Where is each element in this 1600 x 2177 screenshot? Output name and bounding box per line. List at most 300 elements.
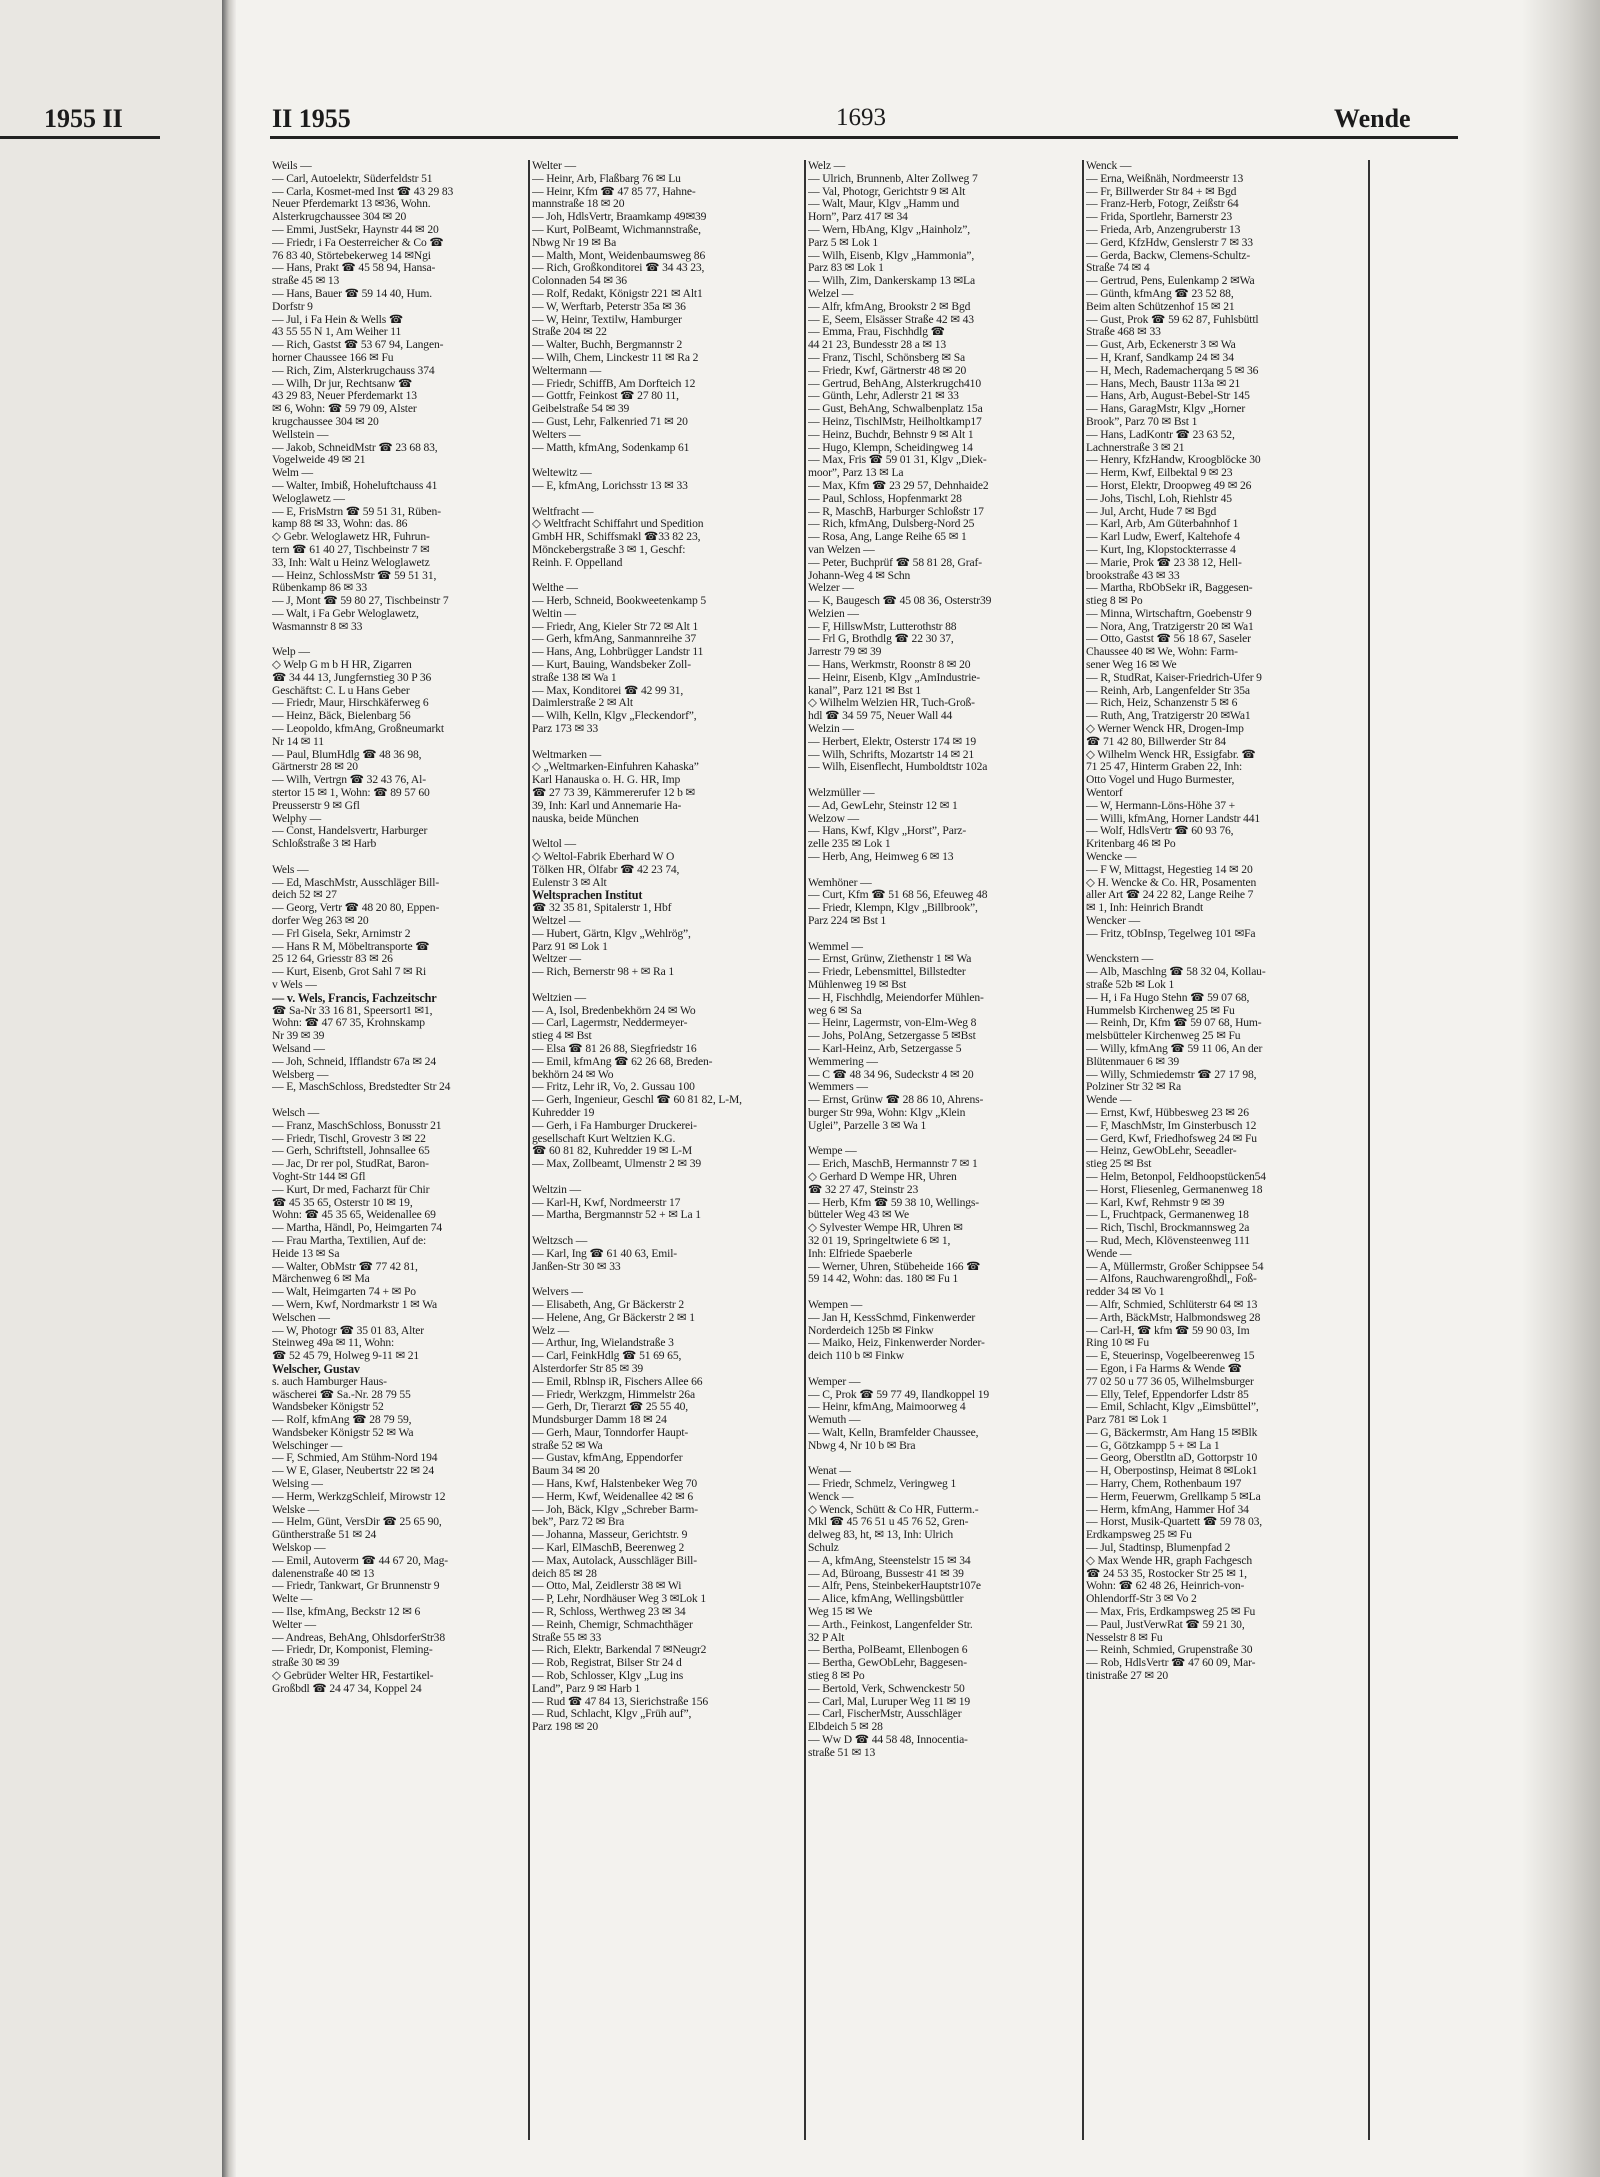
directory-entry-line: — Martha, Bergmannstr 52 + ✉ La 1 bbox=[532, 1209, 701, 1222]
directory-entry-line: Welphy — bbox=[272, 812, 322, 825]
directory-entry-line: Beim alten Schützenhof 15 ✉ 21 bbox=[1086, 300, 1235, 313]
directory-entry-line: Wohn: ☎ 47 67 35, Krohnskamp bbox=[272, 1017, 425, 1030]
directory-entry-line bbox=[532, 1273, 802, 1286]
directory-entry-line: Straße 55 ✉ 33 bbox=[532, 1631, 602, 1644]
directory-entry-line: dorfer Weg 263 ✉ 20 bbox=[272, 915, 369, 928]
directory-entry-line: — Friedr, Kwf, Gärtnerstr 48 ✉ 20 bbox=[808, 364, 967, 377]
directory-entry-line: 43 55 55 N 1, Am Weiher 11 bbox=[272, 326, 402, 339]
directory-entry-line: — Carl, FischerMstr, Ausschläger bbox=[808, 1708, 962, 1721]
directory-entry-line: Nbwg Nr 19 ✉ Ba bbox=[532, 236, 617, 249]
directory-entry-line: — Kurt, Ing, Klopstockterrasse 4 bbox=[1086, 543, 1236, 556]
directory-entry-line bbox=[532, 1171, 802, 1184]
directory-entry-line: ☎ 45 35 65, Osterstr 10 ✉ 19, bbox=[272, 1196, 413, 1209]
directory-entry-line: Vogelweide 49 ✉ 21 bbox=[272, 454, 366, 467]
directory-entry-line: — Paul, Schloss, Hopfenmarkt 28 bbox=[808, 492, 962, 505]
directory-entry-line: Blütenmauer 6 ✉ 39 bbox=[1086, 1055, 1179, 1068]
directory-entry-line: ◇ Wenck, Schütt & Co HR, Futterm.- bbox=[808, 1503, 979, 1516]
directory-entry-line: — Wilh, Eisenflecht, Humboldtstr 102a bbox=[808, 761, 988, 774]
directory-entry-line: Weg 15 ✉ We bbox=[808, 1606, 873, 1619]
directory-entry-line bbox=[532, 493, 802, 506]
directory-entry-line: Heide 13 ✉ Sa bbox=[272, 1247, 340, 1260]
directory-entry-line: — Gertrud, BehAng, Alsterkrugch410 bbox=[808, 377, 981, 390]
directory-entry-line: — Alfr, Schmied, Schlüterstr 64 ✉ 13 bbox=[1086, 1298, 1258, 1311]
directory-entry-line: — Gustav, kfmAng, Eppendorfer bbox=[532, 1452, 683, 1465]
directory-entry-line: ☎ 32 35 81, Spitalerstr 1, Hbf bbox=[532, 902, 672, 915]
directory-entry-line: Wemhöner — bbox=[808, 876, 872, 889]
directory-entry-line: Märchenweg 6 ✉ Ma bbox=[272, 1273, 370, 1286]
directory-entry-line: ☎ 52 45 79, Holweg 9-11 ✉ 21 bbox=[272, 1350, 420, 1363]
directory-entry-line: — Elly, Telef, Eppendorfer Ldstr 85 bbox=[1086, 1388, 1249, 1401]
directory-entry-line: — Joh, Bäck, Klgv „Schreber Barm- bbox=[532, 1503, 699, 1516]
directory-entry-line: Land”, Parz 9 ✉ Harb 1 bbox=[532, 1682, 641, 1695]
directory-entry-line: Welsberg — bbox=[272, 1068, 329, 1081]
directory-entry-line: — Willy, Schmiedemstr ☎ 27 17 98, bbox=[1086, 1068, 1257, 1081]
directory-entry-line: stieg 4 ✉ Bst bbox=[532, 1030, 592, 1043]
directory-entry-line: — Günth, Lehr, Adlerstr 21 ✉ 33 bbox=[808, 390, 959, 403]
directory-entry-line: — Rich, Tischl, Brockmannsweg 2a bbox=[1086, 1222, 1250, 1235]
directory-entry-line: — Friedr, Lebensmittel, Billstedter bbox=[808, 966, 966, 979]
directory-entry-line: — Jul, Stadtinsp, Blumenpfad 2 bbox=[1086, 1542, 1231, 1555]
directory-entry-line: Parz 83 ✉ Lok 1 bbox=[808, 262, 884, 275]
directory-entry-line: — Herm, Kwf, Weidenallee 42 ✉ 6 bbox=[532, 1490, 694, 1503]
directory-entry-line: — Ed, MaschMstr, Ausschläger Bill- bbox=[272, 876, 440, 889]
directory-entry-line: aller Art ☎ 24 22 82, Lange Reihe 7 bbox=[1086, 889, 1254, 902]
directory-entry-line: ◇ Weltol-Fabrik Eberhard W O bbox=[532, 851, 675, 864]
directory-entry-line: 44 21 23, Bundesstr 28 a ✉ 13 bbox=[808, 339, 947, 352]
directory-entry-line: krugchaussee 304 ✉ 20 bbox=[272, 415, 379, 428]
directory-entry-line: Welsand — bbox=[272, 1042, 325, 1055]
directory-entry-line: horner Chaussee 166 ✉ Fu bbox=[272, 351, 394, 364]
directory-entry-line: Großbdl ☎ 24 47 34, Koppel 24 bbox=[272, 1682, 422, 1695]
directory-entry-line: Welzow — bbox=[808, 812, 859, 825]
directory-entry-line bbox=[808, 1286, 1080, 1299]
directory-entry-line: — Wilh, Vertrgn ☎ 32 43 76, Al- bbox=[272, 774, 426, 787]
directory-entry-line: 77 02 50 u 77 36 05, Wilhelmsburger bbox=[1086, 1375, 1254, 1388]
directory-entry-line: — Herm, Kwf, Eilbektal 9 ✉ 23 bbox=[1086, 467, 1233, 480]
directory-entry-line: — Heinz, Bäck, Bielenbarg 56 bbox=[272, 710, 411, 723]
directory-entry-line: Welschinger — bbox=[272, 1439, 343, 1452]
directory-entry-line: — Carl, Mal, Luruper Weg 11 ✉ 19 bbox=[808, 1695, 971, 1708]
directory-entry-line: Geibelstraße 54 ✉ 39 bbox=[532, 403, 630, 416]
directory-entry-line: — Johs, Tischl, Loh, Riehlstr 45 bbox=[1086, 492, 1232, 505]
directory-entry-line: — Jakob, SchneidMstr ☎ 23 68 83, bbox=[272, 441, 438, 454]
directory-entry-line: — Friedr, Dr, Komponist, Fleming- bbox=[272, 1644, 433, 1657]
directory-entry-line: — Const, Handelsvertr, Harburger bbox=[272, 825, 428, 838]
directory-entry-line: gesellschaft Kurt Weltzien K.G. bbox=[532, 1132, 676, 1145]
directory-entry-line: — Frl Gisela, Sekr, Arnimstr 2 bbox=[272, 927, 411, 940]
column-divider bbox=[804, 160, 806, 2140]
directory-entry-line: — Herm, Feuerwm, Grellkamp 5 ✉La bbox=[1086, 1490, 1261, 1503]
directory-entry-line: — Gerh, kfmAng, Sanmannreihe 37 bbox=[532, 633, 697, 646]
directory-entry-line: Wempen — bbox=[808, 1298, 863, 1311]
directory-entry-line: Johann-Weg 4 ✉ Schn bbox=[808, 569, 911, 582]
directory-entry-line: — F, Schmied, Am Stühm-Nord 194 bbox=[272, 1452, 438, 1465]
directory-entry-line: — Gerd, KfzHdw, Genslerstr 7 ✉ 33 bbox=[1086, 236, 1253, 249]
directory-entry-line bbox=[272, 1094, 526, 1107]
directory-entry-line: Welz — bbox=[532, 1324, 570, 1337]
directory-entry-line: — Gerh, Maur, Tonndorfer Haupt- bbox=[532, 1426, 689, 1439]
directory-entry-line: Polziner Str 32 ✉ Ra bbox=[1086, 1081, 1181, 1094]
directory-entry-line: 43 29 83, Neuer Pferdemarkt 13 bbox=[272, 390, 417, 403]
directory-entry-line: — Ilse, kfmAng, Beckstr 12 ✉ 6 bbox=[272, 1606, 421, 1619]
directory-entry-line: Welschen — bbox=[272, 1311, 330, 1324]
directory-entry-line: Alsterdorfer Str 85 ✉ 39 bbox=[532, 1362, 644, 1375]
directory-entry-line: Welzer — bbox=[808, 582, 854, 595]
directory-entry-line: mannstraße 18 ✉ 20 bbox=[532, 198, 625, 211]
directory-entry-line: — Ulrich, Brunnenb, Alter Zollweg 7 bbox=[808, 172, 978, 185]
directory-entry-line: — Rud, Schlacht, Klgv „Früh auf”, bbox=[532, 1708, 692, 1721]
directory-entry-line: — Rich, Gastst ☎ 53 67 94, Langen- bbox=[272, 339, 444, 352]
directory-entry-line: — Wern, Kwf, Nordmarkstr 1 ✉ Wa bbox=[272, 1298, 438, 1311]
directory-entry-line: ☎ 71 42 80, Billwerder Str 84 bbox=[1086, 735, 1226, 748]
directory-entry-line: — Henry, KfzHandw, Kroogblöcke 30 bbox=[1086, 454, 1261, 467]
directory-entry-line: stieg 25 ✉ Bst bbox=[1086, 1158, 1152, 1171]
directory-entry-line: Steinweg 49a ✉ 11, Wohn: bbox=[272, 1337, 395, 1350]
directory-entry-line: — Wilh, Zim, Dankerskamp 13 ✉La bbox=[808, 275, 975, 288]
directory-entry-line: — Curt, Kfm ☎ 51 68 56, Efeuweg 48 bbox=[808, 889, 988, 902]
directory-entry-line: — Heinz, Buchdr, Behnstr 9 ✉ Alt 1 bbox=[808, 428, 974, 441]
directory-entry-line: Weltewitz — bbox=[532, 467, 592, 480]
directory-entry-line: Ring 10 ✉ Fu bbox=[1086, 1337, 1149, 1350]
directory-entry-line: Colonnaden 54 ✉ 36 bbox=[532, 275, 627, 288]
directory-entry-line bbox=[532, 825, 802, 838]
directory-entry-line: — Hans, Bauer ☎ 59 14 40, Hum. bbox=[272, 287, 432, 300]
directory-entry-line: Welzel — bbox=[808, 287, 854, 300]
directory-entry-line: — Gust, Arb, Eckenerstr 3 ✉ Wa bbox=[1086, 339, 1236, 352]
directory-entry-line: Wenat — bbox=[808, 1465, 851, 1478]
directory-entry-line: — Rolf, Redakt, Königstr 221 ✉ Alt1 bbox=[532, 287, 703, 300]
directory-entry-line bbox=[808, 864, 1080, 877]
directory-entry-line: — E, Seem, Elsässer Straße 42 ✉ 43 bbox=[808, 313, 974, 326]
directory-entry-line: Parz 5 ✉ Lok 1 bbox=[808, 236, 879, 249]
directory-entry-line: — W, Photogr ☎ 35 01 83, Alter bbox=[272, 1324, 424, 1337]
directory-entry-line: straße 51 ✉ 13 bbox=[808, 1746, 876, 1759]
directory-entry-line: Ohlendorff-Str 3 ✉ Vo 2 bbox=[1086, 1593, 1197, 1606]
directory-entry-line: — Nora, Ang, Tratzigerstr 20 ✉ Wa1 bbox=[1086, 620, 1254, 633]
directory-entry-line bbox=[272, 633, 526, 646]
directory-entry-line: — Hans, Prakt ☎ 45 58 94, Hansa- bbox=[272, 262, 436, 275]
directory-entry-line: Welters — bbox=[532, 428, 581, 441]
page-number: 1693 bbox=[836, 104, 886, 131]
directory-entry-line bbox=[532, 570, 802, 583]
directory-entry-line: deich 110 b ✉ Finkw bbox=[808, 1350, 904, 1363]
directory-entry-line: — Franz, MaschSchloss, Bonusstr 21 bbox=[272, 1119, 442, 1132]
directory-entry-line: — R, MaschB, Harburger Schloßstr 17 bbox=[808, 505, 984, 518]
directory-entry-line: — Rud ☎ 47 84 13, Sierichstraße 156 bbox=[532, 1695, 708, 1708]
directory-entry-line: — Arth., Feinkost, Langenfelder Str. bbox=[808, 1618, 973, 1631]
directory-entry-line: Weltzel — bbox=[532, 915, 581, 928]
directory-entry-line: delweg 83, ht, ✉ 13, Inh: Ulrich bbox=[808, 1529, 953, 1542]
directory-entry-line: — Joh, Schneid, Ifflandstr 67a ✉ 24 bbox=[272, 1055, 436, 1068]
directory-entry-line: 32 P Alt bbox=[808, 1631, 845, 1644]
column-4 bbox=[1086, 160, 1370, 2150]
directory-entry-line: — Ad, GewLehr, Steinstr 12 ✉ 1 bbox=[808, 799, 958, 812]
directory-entry-line: brookstraße 43 ✉ 33 bbox=[1086, 569, 1180, 582]
directory-entry-line: — Herm, kfmAng, Hammer Hof 34 bbox=[1086, 1503, 1249, 1516]
directory-entry-line: hdl ☎ 34 59 75, Neuer Wall 44 bbox=[808, 710, 953, 723]
directory-entry-line: — Alfr, Pens, SteinbekerHauptstr107e bbox=[808, 1580, 981, 1593]
directory-entry-line: — Hans, GaragMstr, Klgv „Horner bbox=[1086, 403, 1246, 416]
directory-entry-line: — Walt, i Fa Gebr Weloglawetz, bbox=[272, 607, 419, 620]
directory-entry-line: — Jul, i Fa Hein & Wells ☎ bbox=[272, 313, 404, 326]
directory-entry-line: Voght-Str 144 ✉ Gfl bbox=[272, 1170, 366, 1183]
page-header-keyword: Wende bbox=[1334, 104, 1411, 133]
directory-entry-line: Elbdeich 5 ✉ 28 bbox=[808, 1721, 883, 1734]
directory-entry-line: — Rich, Großkonditorei ☎ 34 43 23, bbox=[532, 262, 705, 275]
directory-entry-line: Wellstein — bbox=[272, 428, 329, 441]
directory-entry-line: — Bertha, PolBeamt, Ellenbogen 6 bbox=[808, 1644, 968, 1657]
directory-entry-line: ☎ Sa-Nr 33 16 81, Speersort1 ✉1, bbox=[272, 1004, 433, 1017]
directory-entry-line: — Andreas, BehAng, OhlsdorferStr38 bbox=[272, 1631, 445, 1644]
directory-entry-line: — Arthur, Ing, Wielandstraße 3 bbox=[532, 1337, 674, 1350]
directory-entry-line: Wemper — bbox=[808, 1375, 861, 1388]
directory-entry-line: — Friedr, Tankwart, Gr Brunnenstr 9 bbox=[272, 1580, 440, 1593]
directory-entry-line: Wencker — bbox=[1086, 915, 1141, 928]
column-divider bbox=[528, 160, 530, 2140]
directory-entry-line: Welthe — bbox=[532, 582, 578, 595]
directory-entry-line: — Rich, Elektr, Barkendal 7 ✉Neugr2 bbox=[532, 1644, 707, 1657]
book-spine bbox=[222, 0, 236, 2177]
directory-entry-line: moor”, Parz 13 ✉ La bbox=[808, 467, 904, 480]
directory-entry-line: — Herbert, Elektr, Osterstr 174 ✉ 19 bbox=[808, 735, 977, 748]
directory-entry-line: Nesselstr 8 ✉ Fu bbox=[1086, 1631, 1163, 1644]
directory-entry-line: — Max, Zollbeamt, Ulmenstr 2 ✉ 39 bbox=[532, 1158, 701, 1171]
directory-entry-line: Güntherstraße 51 ✉ 24 bbox=[272, 1529, 377, 1542]
directory-entry-line: — Heinz, TischlMstr, Heilholtkamp17 bbox=[808, 415, 982, 428]
directory-entry-line: — Reinh, Schmied, Grupenstraße 30 bbox=[1086, 1644, 1253, 1657]
directory-entry-line: — Hans, Ang, Lohbrügger Landstr 11 bbox=[532, 646, 704, 659]
directory-entry-line: — Ernst, Kwf, Hübbesweg 23 ✉ 26 bbox=[1086, 1106, 1249, 1119]
directory-entry-line: 76 83 40, Störtebekerweg 14 ✉Ngi bbox=[272, 249, 431, 262]
directory-entry-line: — W, Hermann-Löns-Höhe 37 + bbox=[1086, 799, 1235, 812]
directory-entry-line: Parz 91 ✉ Lok 1 bbox=[532, 940, 608, 953]
directory-entry-line: Wohn: ☎ 62 48 26, Heinrich-von- bbox=[1086, 1580, 1245, 1593]
directory-entry-line: — Alfr, kfmAng, Brookstr 2 ✉ Bgd bbox=[808, 300, 971, 313]
directory-entry-line: — Carl, FeinkHdlg ☎ 51 69 65, bbox=[532, 1350, 682, 1363]
directory-entry-line: ☎ 32 27 47, Steinstr 23 bbox=[808, 1183, 919, 1196]
directory-entry-line: Weltsprachen Institut bbox=[532, 889, 643, 903]
directory-entry-line: — Ernst, Grünw ☎ 28 86 10, Ahrens- bbox=[808, 1094, 984, 1107]
directory-entry-line: Janßen-Str 30 ✉ 33 bbox=[532, 1260, 621, 1273]
directory-entry-line: — Gust, Lehr, Falkenried 71 ✉ 20 bbox=[532, 415, 688, 428]
directory-entry-line: — Karl, Ing ☎ 61 40 63, Emil- bbox=[532, 1247, 678, 1260]
directory-entry-line: — H, i Fa Hugo Stehn ☎ 59 07 68, bbox=[1086, 991, 1250, 1004]
directory-entry-line: — Val, Photogr, Gerichtstr 9 ✉ Alt bbox=[808, 185, 966, 198]
directory-entry-line: Parz 224 ✉ Bst 1 bbox=[808, 915, 887, 928]
directory-entry-line: — L, Fruchtpack, Germanenweg 18 bbox=[1086, 1209, 1249, 1222]
directory-entry-line: Wenck — bbox=[1086, 160, 1132, 172]
directory-entry-line: — Otto, Gastst ☎ 56 18 67, Saseler bbox=[1086, 633, 1251, 646]
directory-entry-line: Neuer Pferdemarkt 13 ✉36, Wohn. bbox=[272, 198, 431, 211]
directory-entry-line: Erdkampsweg 25 ✉ Fu bbox=[1086, 1529, 1192, 1542]
directory-entry-line: — Jul, Archt, Hude 7 ✉ Bgd bbox=[1086, 505, 1217, 518]
directory-entry-line: — Friedr, Tischl, Grovestr 3 ✉ 22 bbox=[272, 1132, 426, 1145]
directory-entry-line: — Reinh, Chemigr, Schmachthäger bbox=[532, 1618, 693, 1631]
directory-entry-line: — Arth, BäckMstr, Halbmondsweg 28 bbox=[1086, 1311, 1261, 1324]
directory-entry-line: ◇ Gerhard D Wempe HR, Uhren bbox=[808, 1170, 957, 1183]
directory-entry-line: — W, Heinr, Textilw, Hamburger bbox=[532, 313, 682, 326]
directory-entry-line: — Reinh, Dr, Kfm ☎ 59 07 68, Hum- bbox=[1086, 1017, 1262, 1030]
directory-entry-line: — C, Prok ☎ 59 77 49, Ilandkoppel 19 bbox=[808, 1388, 990, 1401]
directory-entry-line: — Hans R M, Möbeltransporte ☎ bbox=[272, 940, 430, 953]
directory-entry-line: Norderdeich 125b ✉ Finkw bbox=[808, 1324, 934, 1337]
directory-entry-line: Welzmüller — bbox=[808, 787, 875, 800]
directory-entry-line: Weltmarken — bbox=[532, 748, 602, 761]
directory-entry-line: — Emil, Schlacht, Klgv „Eimsbüttel”, bbox=[1086, 1401, 1259, 1414]
directory-entry-line: Welm — bbox=[272, 467, 313, 480]
directory-entry-line: straße 138 ✉ Wa 1 bbox=[532, 671, 617, 684]
directory-page bbox=[236, 0, 1600, 2177]
directory-entry-line: burger Str 99a, Wohn: Klgv „Klein bbox=[808, 1106, 966, 1119]
directory-entry-line: 32 01 19, Springeltwiete 6 ✉ 1, bbox=[808, 1234, 951, 1247]
directory-entry-line bbox=[808, 1363, 1080, 1376]
directory-entry-line: melsbütteler Kirchenweg 25 ✉ Fu bbox=[1086, 1030, 1241, 1043]
directory-entry-line: — R, Schloss, Werthweg 23 ✉ 34 bbox=[532, 1606, 686, 1619]
directory-entry-line: — Friedr, Werkzgm, Himmelstr 26a bbox=[532, 1388, 695, 1401]
directory-entry-line: Welp — bbox=[272, 646, 310, 659]
directory-entry-line: Straße 204 ✉ 22 bbox=[532, 326, 607, 339]
directory-entry-line: — Heinz, GewObLehr, Seeadler- bbox=[1086, 1145, 1237, 1158]
directory-entry-line: Wandsbeker Königstr 52 bbox=[272, 1401, 384, 1414]
directory-entry-line: — Kurt, Dr med, Facharzt für Chir bbox=[272, 1183, 430, 1196]
directory-entry-line: Straße 74 ✉ 4 bbox=[1086, 262, 1150, 275]
directory-entry-line: Baum 34 ✉ 20 bbox=[532, 1465, 600, 1478]
directory-entry-line: — F, MaschMstr, Im Ginsterbusch 12 bbox=[1086, 1119, 1257, 1132]
directory-entry-line: — Walter, Buchh, Bergmannstr 2 bbox=[532, 339, 683, 352]
directory-entry-line: Welter — bbox=[272, 1618, 316, 1631]
directory-entry-line: ◇ Wilhelm Wenck HR, Essigfabr. ☎ bbox=[1086, 748, 1256, 761]
directory-entry-line: — Emma, Frau, Fischhdlg ☎ bbox=[808, 326, 945, 339]
directory-entry-line: ☎ 24 53 35, Rostocker Str 25 ✉ 1, bbox=[1086, 1567, 1247, 1580]
directory-entry-line: — H, Oberpostinsp, Heimat 8 ✉Lok1 bbox=[1086, 1465, 1258, 1478]
directory-entry-line: — Kurt, PolBeamt, Wichmannstraße, bbox=[532, 223, 701, 236]
directory-entry-line: — E, kfmAng, Lorichsstr 13 ✉ 33 bbox=[532, 479, 688, 492]
directory-entry-line: — Hans, Mech, Baustr 113a ✉ 21 bbox=[1086, 377, 1241, 390]
directory-entry-line: Inh: Elfriede Spaeberle bbox=[808, 1247, 913, 1260]
directory-entry-line: — Hans, Arb, August-Bebel-Str 145 bbox=[1086, 390, 1250, 403]
directory-entry-line: — Helm, Günt, VersDir ☎ 25 65 90, bbox=[272, 1516, 442, 1529]
directory-entry-line: — Karl, Kwf, Rehmstr 9 ✉ 39 bbox=[1086, 1196, 1225, 1209]
directory-entry-line bbox=[808, 928, 1080, 941]
directory-entry-line: — Gertrud, Pens, Eulenkamp 2 ✉Wa bbox=[1086, 275, 1255, 288]
directory-entry-line: — Günth, kfmAng ☎ 23 52 88, bbox=[1086, 287, 1234, 300]
directory-entry-line: ◇ Wilhelm Welzien HR, Tuch-Groß- bbox=[808, 697, 975, 710]
directory-entry-line: van Welzen — bbox=[808, 543, 875, 556]
directory-entry-line bbox=[532, 736, 802, 749]
directory-entry-line: — Rob, Registrat, Bilser Str 24 d bbox=[532, 1657, 682, 1670]
directory-entry-line: — Alice, kfmAng, Wellingsbüttler bbox=[808, 1593, 964, 1606]
directory-entry-line: Jarrestr 79 ✉ 39 bbox=[808, 646, 882, 659]
directory-entry-line: — A, kfmAng, Steenstelstr 15 ✉ 34 bbox=[808, 1554, 971, 1567]
directory-entry-line: — Rob, HdlsVertr ☎ 47 60 09, Mar- bbox=[1086, 1657, 1256, 1670]
directory-entry-line: — Erna, Weißnäh, Nordmeerstr 13 bbox=[1086, 172, 1244, 185]
directory-entry-line: — Rud, Mech, Klövensteenweg 111 bbox=[1086, 1234, 1250, 1247]
directory-entry-line: — Karl, ElMaschB, Beerenweg 2 bbox=[532, 1542, 685, 1555]
directory-entry-line: — W E, Glaser, Neubertstr 22 ✉ 24 bbox=[272, 1465, 434, 1478]
directory-entry-line: — Georg, Oberstltn aD, Gottorpstr 10 bbox=[1086, 1452, 1258, 1465]
directory-entry-line: — Leopoldo, kfmAng, Großneumarkt bbox=[272, 723, 444, 736]
directory-entry-line: — Horst, Musik-Quartett ☎ 59 78 03, bbox=[1086, 1516, 1262, 1529]
directory-entry-line: — Frida, Sportlehr, Barnerstr 23 bbox=[1086, 211, 1233, 224]
directory-entry-line: Welvers — bbox=[532, 1286, 583, 1299]
directory-entry-line: Alsterkrugchaussee 304 ✉ 20 bbox=[272, 211, 407, 224]
left-page-column bbox=[0, 160, 150, 2140]
directory-entry-line: — Max, Autolack, Ausschläger Bill- bbox=[532, 1554, 697, 1567]
directory-entry-line: — Friedr, Klempn, Klgv „Billbrook”, bbox=[808, 902, 978, 915]
directory-entry-line: — Franz, Tischl, Schönsberg ✉ Sa bbox=[808, 351, 966, 364]
directory-entry-line: — Max, Kfm ☎ 23 29 57, Dehnhaide2 bbox=[808, 479, 989, 492]
directory-entry-line: Wenckstern — bbox=[1086, 953, 1154, 966]
directory-entry-line: — Malth, Mont, Weidenbaumsweg 86 bbox=[532, 249, 706, 262]
directory-entry-line: — Rolf, kfmAng ☎ 28 79 59, bbox=[272, 1414, 412, 1427]
directory-entry-line bbox=[272, 851, 526, 864]
directory-entry-line: — Friedr, SchiffB, Am Dorfteich 12 bbox=[532, 377, 696, 390]
header-rule bbox=[270, 136, 1458, 139]
directory-entry-line: Parz 198 ✉ 20 bbox=[532, 1721, 599, 1734]
directory-entry-line: — Ww D ☎ 44 58 48, Innocentia- bbox=[808, 1734, 968, 1747]
directory-entry-line: — Walter, Imbiß, Hoheluftchauss 41 bbox=[272, 479, 438, 492]
directory-entry-line: kamp 88 ✉ 33, Wohn: das. 86 bbox=[272, 518, 408, 531]
directory-entry-line: — H, Kranf, Sandkamp 24 ✉ 34 bbox=[1086, 351, 1234, 364]
directory-entry-line: — Georg, Vertr ☎ 48 20 80, Eppen- bbox=[272, 902, 440, 915]
directory-entry-line: — Gerh, i Fa Hamburger Druckerei- bbox=[532, 1119, 697, 1132]
directory-entry-line: — R, StudRat, Kaiser-Friedrich-Ufer 9 bbox=[1086, 671, 1262, 684]
directory-entry-line: — F, HillswMstr, Lutterothstr 88 bbox=[808, 620, 957, 633]
directory-entry-line: wäscherei ☎ Sa.-Nr. 28 79 55 bbox=[272, 1388, 411, 1401]
directory-entry-line: — Franz-Herb, Fotogr, Zeißstr 64 bbox=[1086, 198, 1239, 211]
directory-entry-line: — Paul, BlumHdlg ☎ 48 36 98, bbox=[272, 748, 422, 761]
directory-entry-line: — C ☎ 48 34 96, Sudeckstr 4 ✉ 20 bbox=[808, 1068, 974, 1081]
directory-entry-line: ◇ Gebr. Weloglawetz HR, Fuhrun- bbox=[272, 531, 430, 544]
directory-entry-line: Wemmers — bbox=[808, 1081, 868, 1094]
directory-entry-line: Weltzin — bbox=[532, 1183, 581, 1196]
directory-entry-line: kanal”, Parz 121 ✉ Bst 1 bbox=[808, 684, 922, 697]
directory-entry-line: — K, Baugesch ☎ 45 08 36, Osterstr39 bbox=[808, 595, 992, 608]
directory-entry-line: — Wern, HbAng, Klgv „Hainholz”, bbox=[808, 223, 970, 236]
directory-entry-line: ◇ Sylvester Wempe HR, Uhren ✉ bbox=[808, 1222, 963, 1235]
directory-entry-line: straße 52b ✉ Lok 1 bbox=[1086, 979, 1175, 991]
directory-entry-line: — P, Lehr, Nordhäuser Weg 3 ✉Lok 1 bbox=[532, 1593, 706, 1606]
directory-entry-line: Wemmering — bbox=[808, 1055, 878, 1068]
directory-entry-line: — Hans, Werkmstr, Roonstr 8 ✉ 20 bbox=[808, 659, 971, 672]
directory-entry-line: — E, Steuerinsp, Vogelbeerenweg 15 bbox=[1086, 1350, 1255, 1363]
directory-entry-line: — Jan H, KessSchmd, Finkenwerder bbox=[808, 1311, 976, 1324]
directory-entry-line: Daimlerstraße 2 ✉ Alt bbox=[532, 697, 633, 710]
directory-entry-line: — Alb, Maschlng ☎ 58 32 04, Kollau- bbox=[1086, 966, 1266, 979]
directory-entry-line: Weltzer — bbox=[532, 953, 581, 966]
directory-entry-line: — Heinr, Kfm ☎ 47 85 77, Hahne- bbox=[532, 185, 696, 198]
directory-entry-line: sener Weg 16 ✉ We bbox=[1086, 659, 1177, 672]
directory-entry-line: — Elsa ☎ 81 26 88, Siegfriedstr 16 bbox=[532, 1042, 697, 1055]
directory-entry-line: Chaussee 40 ✉ We, Wohn: Farm- bbox=[1086, 646, 1238, 659]
directory-entry-line: stieg 8 ✉ Po bbox=[808, 1670, 865, 1683]
directory-entry-line: — J, Mont ☎ 59 80 27, Tischbeinstr 7 bbox=[272, 595, 449, 608]
directory-entry-line: Wentorf bbox=[1086, 787, 1123, 800]
directory-entry-line: — Heinr, Eisenb, Klgv „AmIndustrie- bbox=[808, 671, 981, 684]
directory-entry-line: Schloßstraße 3 ✉ Harb bbox=[272, 838, 377, 851]
directory-entry-line: — Paul, JustVerwRat ☎ 59 21 30, bbox=[1086, 1618, 1245, 1631]
directory-entry-line: Weils — bbox=[272, 160, 312, 172]
directory-entry-line: — Karl-Heinz, Arb, Setzergasse 5 bbox=[808, 1042, 962, 1055]
directory-entry-line: straße 45 ✉ 13 bbox=[272, 275, 340, 288]
directory-entry-line: dalenenstraße 40 ✉ 13 bbox=[272, 1567, 375, 1580]
directory-entry-line: — G, Bäckermstr, Am Hang 15 ✉Blk bbox=[1086, 1426, 1258, 1439]
directory-entry-line: — Friedr, Schmelz, Veringweg 1 bbox=[808, 1478, 957, 1491]
directory-entry-line: — A, Isol, Bredenbekhörn 24 ✉ Wo bbox=[532, 1004, 696, 1017]
directory-entry-line: — Friedr, i Fa Oesterreicher & Co ☎ bbox=[272, 236, 444, 249]
directory-entry-line: — Wilh, Kelln, Klgv „Fleckendorf”, bbox=[532, 710, 697, 723]
directory-entry-line: — Peter, Buchprüf ☎ 58 81 28, Graf- bbox=[808, 556, 982, 569]
